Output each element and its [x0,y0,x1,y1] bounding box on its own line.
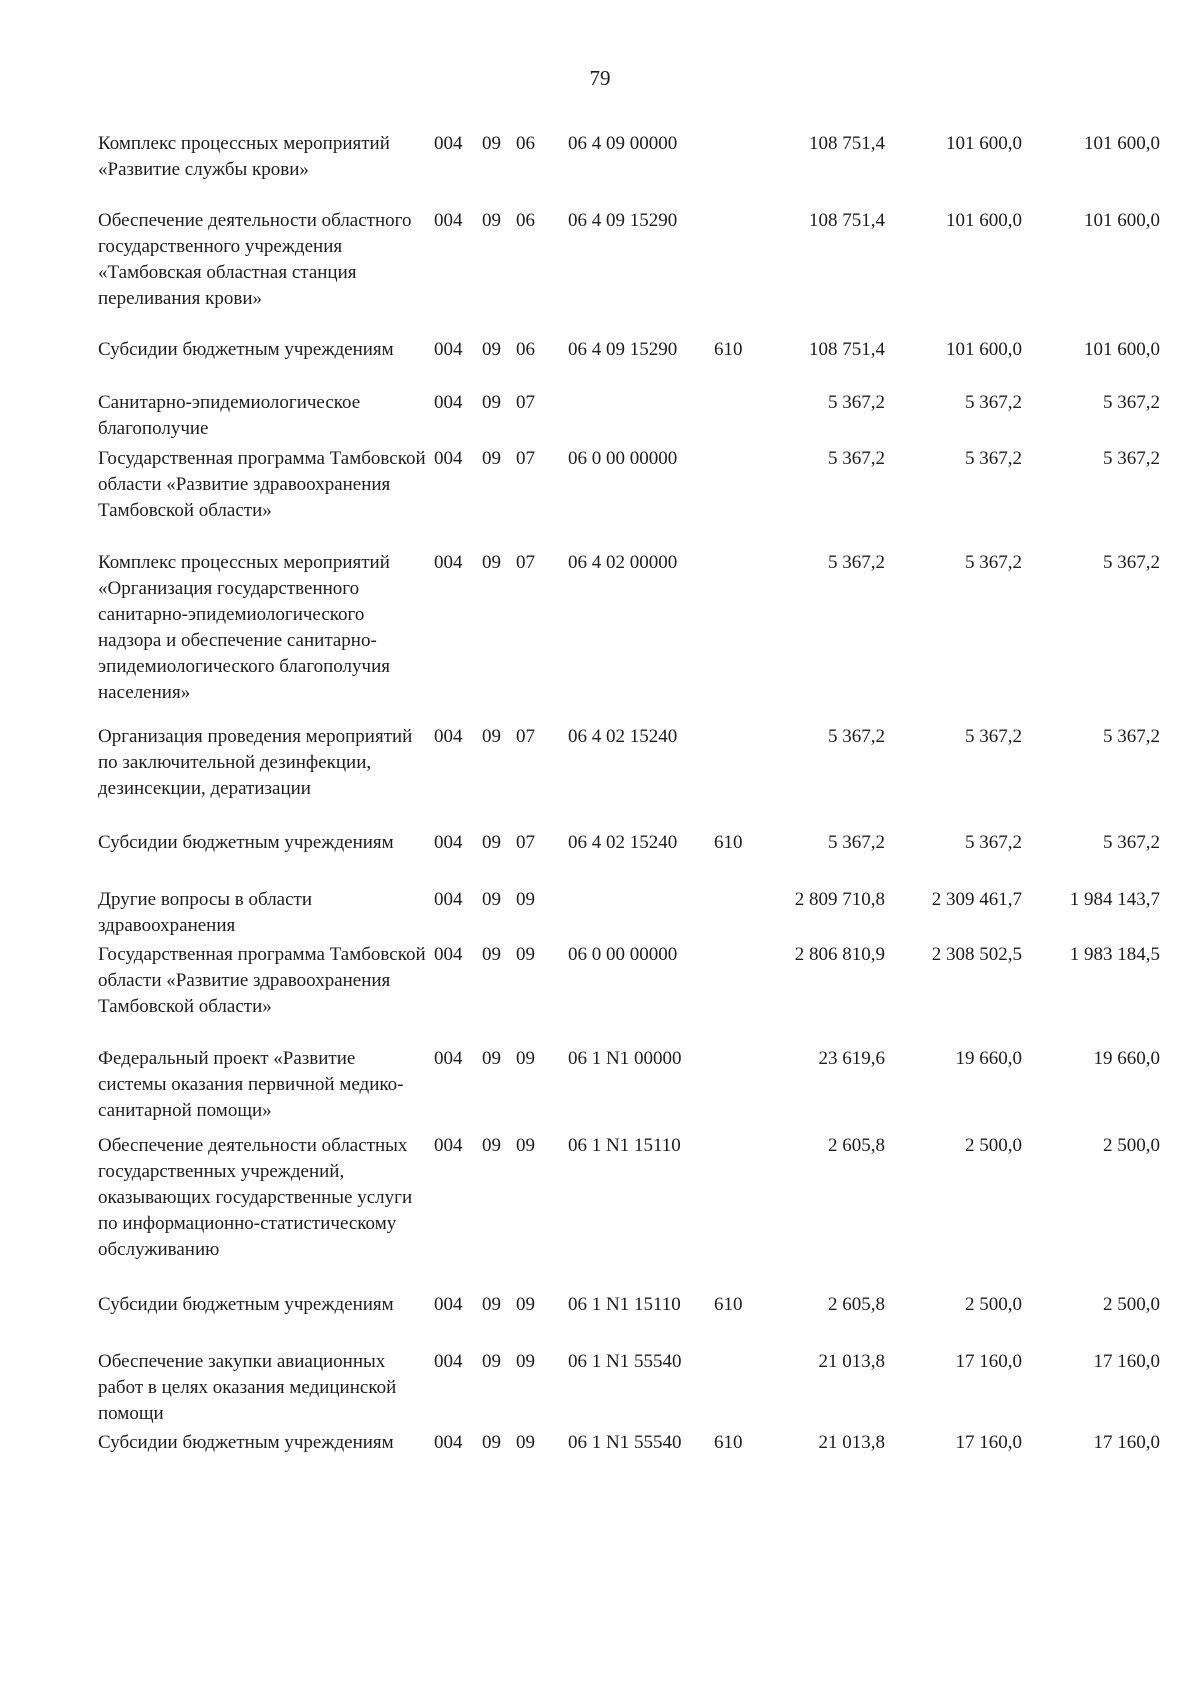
amount-year-2: 101 600,0 [946,133,1022,154]
amount-year-3: 5 367,2 [1103,392,1160,413]
row-name: Обеспечение деятельности областного государственного учреждения «Тамбовская областная станция переливания крови» [98,210,412,309]
section-code: 09 [482,392,501,413]
amount-year-2: 5 367,2 [965,552,1022,573]
table-row [0,1046,1200,1121]
ministry-code: 004 [434,1351,463,1372]
table-row [0,390,1200,439]
table-row [0,887,1200,936]
subsection-code: 09 [516,1048,535,1069]
amount-year-1: 2 809 710,8 [794,889,885,910]
amount-year-2: 5 367,2 [965,392,1022,413]
target-article-code: 06 4 09 00000 [568,133,678,154]
amount-year-1: 108 751,4 [809,210,885,231]
amount-year-2: 5 367,2 [965,448,1022,469]
amount-year-3: 5 367,2 [1103,726,1160,747]
table-row [0,337,1200,360]
ministry-code: 004 [434,889,463,910]
target-article-code: 06 1 N1 55540 [568,1432,682,1453]
amount-year-2: 101 600,0 [946,339,1022,360]
target-article-code: 06 1 N1 15110 [568,1135,681,1156]
amount-year-3: 2 500,0 [1103,1135,1160,1156]
section-code: 09 [482,1294,501,1315]
amount-year-3: 5 367,2 [1103,832,1160,853]
ministry-code: 004 [434,392,463,413]
section-code: 09 [482,944,501,965]
amount-year-2: 17 160,0 [955,1432,1022,1453]
row-name: Комплекс процессных мероприятий «Организация государственного санитарно-эпидемиологического надзора и обеспечение санитарно-эпидемиологического благополучия населения» [98,552,390,703]
section-code: 09 [482,1048,501,1069]
amount-year-1: 108 751,4 [809,133,885,154]
subsection-code: 07 [516,726,535,747]
row-name: Обеспечение закупки авиационных работ в целях оказания медицинской помощи [98,1351,397,1424]
subsection-code: 09 [516,1351,535,1372]
subsection-code: 09 [516,944,535,965]
amount-year-3: 5 367,2 [1103,448,1160,469]
ministry-code: 004 [434,210,463,231]
subsection-code: 07 [516,832,535,853]
expense-type-code: 610 [714,832,743,853]
amount-year-2: 2 500,0 [965,1294,1022,1315]
row-name: Государственная программа Тамбовской области «Развитие здравоохранения Тамбовской области» [98,944,426,1017]
subsection-code: 07 [516,392,535,413]
target-article-code: 06 4 02 15240 [568,832,678,853]
ministry-code: 004 [434,832,463,853]
row-name: Обеспечение деятельности областных государственных учреждений, оказывающих государственные услуги по информационно-статистическому обслуживанию [98,1135,413,1260]
subsection-code: 09 [516,1135,535,1156]
target-article-code: 06 1 N1 15110 [568,1294,681,1315]
target-article-code: 06 4 02 00000 [568,552,678,573]
page-number: 79 [589,66,611,90]
amount-year-3: 5 367,2 [1103,552,1160,573]
row-name: Комплекс процессных мероприятий «Развитие службы крови» [98,133,390,180]
section-code: 09 [482,726,501,747]
ministry-code: 004 [434,1294,463,1315]
row-name: Государственная программа Тамбовской области «Развитие здравоохранения Тамбовской области» [98,448,426,521]
amount-year-1: 5 367,2 [828,448,885,469]
target-article-code: 06 4 02 15240 [568,726,678,747]
subsection-code: 06 [516,339,535,360]
section-code: 09 [482,1351,501,1372]
target-article-code: 06 1 N1 55540 [568,1351,682,1372]
amount-year-2: 101 600,0 [946,210,1022,231]
amount-year-2: 5 367,2 [965,726,1022,747]
table-row [0,1349,1200,1424]
ministry-code: 004 [434,726,463,747]
amount-year-1: 2 605,8 [828,1135,885,1156]
subsection-code: 06 [516,210,535,231]
expense-type-code: 610 [714,339,743,360]
target-article-code: 06 0 00 00000 [568,944,678,965]
row-name: Субсидии бюджетным учреждениям [98,1432,394,1453]
amount-year-3: 19 660,0 [1093,1048,1160,1069]
amount-year-1: 21 013,8 [818,1432,885,1453]
section-code: 09 [482,210,501,231]
section-code: 09 [482,889,501,910]
amount-year-1: 23 619,6 [818,1048,885,1069]
ministry-code: 004 [434,1135,463,1156]
section-code: 09 [482,1432,501,1453]
table-row [0,1133,1200,1260]
subsection-code: 07 [516,552,535,573]
table-row [0,830,1200,853]
amount-year-3: 17 160,0 [1093,1351,1160,1372]
amount-year-1: 21 013,8 [818,1351,885,1372]
row-name: Другие вопросы в области здравоохранения [98,889,313,936]
amount-year-1: 2 605,8 [828,1294,885,1315]
ministry-code: 004 [434,133,463,154]
amount-year-3: 17 160,0 [1093,1432,1160,1453]
expense-type-code: 610 [714,1294,743,1315]
amount-year-1: 5 367,2 [828,726,885,747]
amount-year-2: 17 160,0 [955,1351,1022,1372]
table-row [0,550,1200,703]
amount-year-2: 2 500,0 [965,1135,1022,1156]
ministry-code: 004 [434,1432,463,1453]
target-article-code: 06 4 09 15290 [568,339,678,360]
subsection-code: 09 [516,1294,535,1315]
section-code: 09 [482,552,501,573]
row-name: Субсидии бюджетным учреждениям [98,1294,394,1315]
ministry-code: 004 [434,944,463,965]
amount-year-2: 5 367,2 [965,832,1022,853]
row-name: Субсидии бюджетным учреждениям [98,832,394,853]
amount-year-3: 2 500,0 [1103,1294,1160,1315]
amount-year-2: 2 309 461,7 [931,889,1022,910]
section-code: 09 [482,339,501,360]
amount-year-1: 5 367,2 [828,832,885,853]
target-article-code: 06 0 00 00000 [568,448,678,469]
amount-year-2: 2 308 502,5 [931,944,1022,965]
section-code: 09 [482,448,501,469]
row-name: Санитарно-эпидемиологическое благополучие [98,392,361,439]
section-code: 09 [482,133,501,154]
section-code: 09 [482,832,501,853]
amount-year-1: 5 367,2 [828,392,885,413]
ministry-code: 004 [434,552,463,573]
table-row [0,942,1200,1017]
ministry-code: 004 [434,1048,463,1069]
amount-year-3: 1 984 143,7 [1069,889,1160,910]
table-row [0,1292,1200,1315]
amount-year-3: 101 600,0 [1084,210,1160,231]
target-article-code: 06 4 09 15290 [568,210,678,231]
subsection-code: 07 [516,448,535,469]
amount-year-1: 2 806 810,9 [794,944,885,965]
amount-year-1: 108 751,4 [809,339,885,360]
ministry-code: 004 [434,339,463,360]
section-code: 09 [482,1135,501,1156]
row-name: Организация проведения мероприятий по заключительной дезинфекции, дезинсекции, дератизации [98,726,413,799]
table-row [0,446,1200,521]
amount-year-3: 101 600,0 [1084,133,1160,154]
target-article-code: 06 1 N1 00000 [568,1048,682,1069]
amount-year-3: 1 983 184,5 [1069,944,1160,965]
amount-year-1: 5 367,2 [828,552,885,573]
ministry-code: 004 [434,448,463,469]
table-row [0,131,1200,180]
table-row [0,208,1200,309]
table-row [0,1430,1200,1453]
amount-year-3: 101 600,0 [1084,339,1160,360]
row-name: Федеральный проект «Развитие системы оказания первичной медико-санитарной помощи» [98,1048,404,1121]
expense-type-code: 610 [714,1432,743,1453]
subsection-code: 09 [516,889,535,910]
row-name: Субсидии бюджетным учреждениям [98,339,394,360]
table-row [0,724,1200,799]
amount-year-2: 19 660,0 [955,1048,1022,1069]
subsection-code: 06 [516,133,535,154]
subsection-code: 09 [516,1432,535,1453]
